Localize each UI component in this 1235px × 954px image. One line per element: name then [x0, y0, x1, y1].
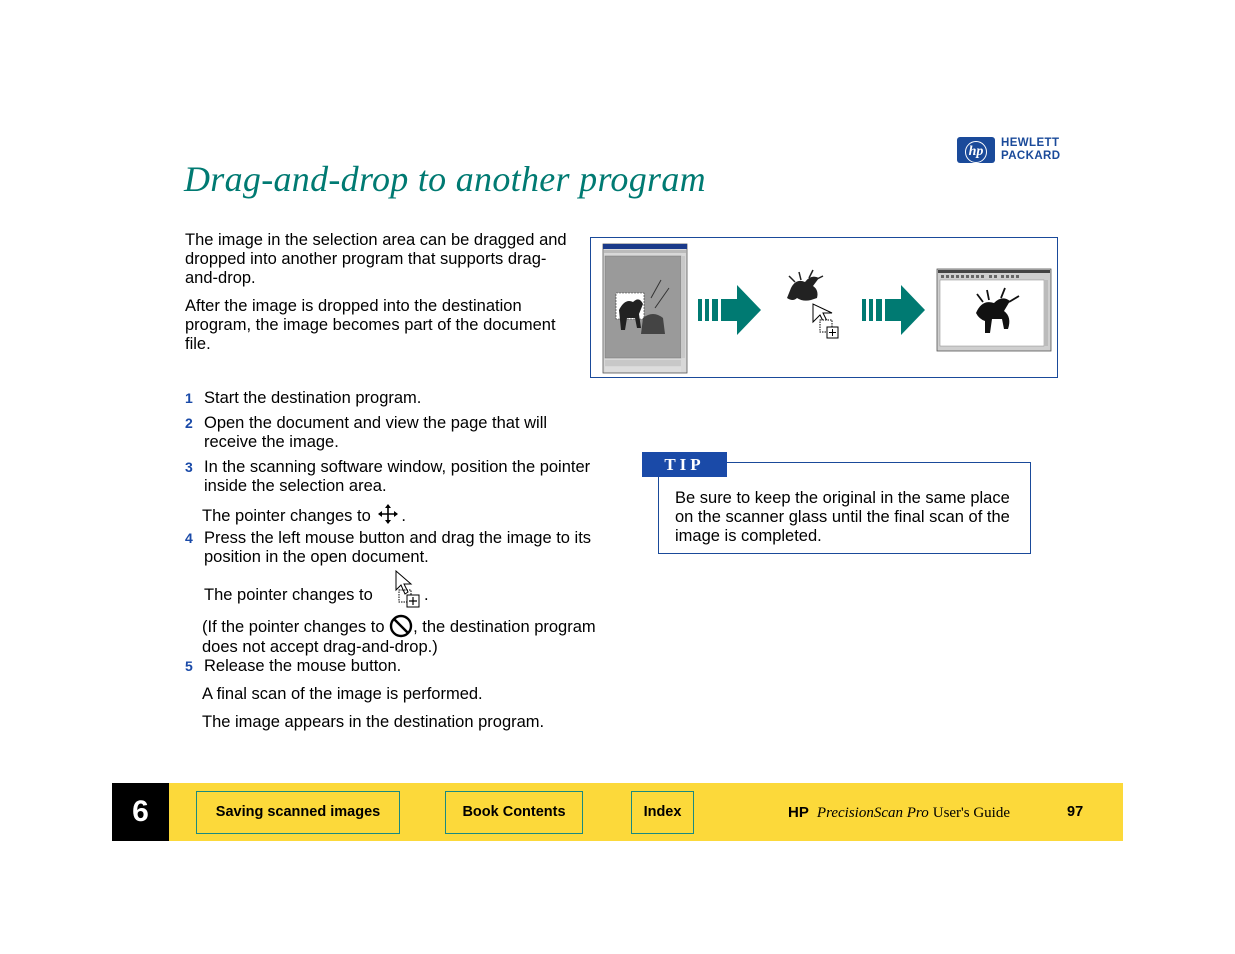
page-title: Drag-and-drop to another program — [184, 159, 706, 199]
step-text: In the scanning software window, position the pointer inside the selection area. — [204, 458, 591, 495]
scanning-window-illustration — [603, 244, 687, 373]
step-text: Open the document and view the page that will receive the image. — [204, 414, 548, 451]
step-text: Press the left mouse button and drag the image to its position in the open document. — [204, 529, 592, 566]
hewlett-packard-logo — [957, 137, 1082, 163]
step-5 — [185, 657, 605, 677]
logo-line1: HEWLETT — [1001, 137, 1060, 149]
drag-drop-illustration — [590, 237, 1058, 378]
step-number: 5 — [185, 658, 193, 674]
guide-title — [788, 804, 1010, 822]
image-appears-note: The image appears in the destination program. — [202, 713, 545, 731]
step-number: 4 — [185, 530, 193, 546]
step-text: Start the destination program. — [204, 389, 422, 407]
guide-users-guide: User's Guide — [932, 805, 1011, 821]
page-number: 97 — [1067, 804, 1084, 820]
tip-text: Be sure to keep the original in the same place on the scanner glass until the final scan of the image is completed. — [675, 489, 1010, 545]
logo-text — [1001, 137, 1060, 163]
chapter-number: 6 — [112, 783, 169, 841]
step-number: 1 — [185, 390, 193, 406]
intro-paragraph-1: The image in the selection area can be dragged and dropped into another program that supports drag-and-drop. — [185, 231, 567, 287]
drop-pointer-icon — [393, 570, 423, 608]
no-drop-note: (If the pointer changes to , the destination program does not accept drag-and-drop.) — [202, 614, 602, 657]
pointer-drop-note: The pointer changes to — [204, 586, 373, 604]
step-3 — [185, 458, 605, 498]
guide-product: PrecisionScan Pro — [816, 805, 929, 821]
step-2 — [185, 414, 605, 454]
move-pointer-icon — [377, 504, 399, 524]
step-text: Release the mouse button. — [204, 657, 402, 675]
index-button[interactable]: Index — [631, 791, 694, 834]
guide-hp: HP — [788, 804, 809, 821]
pointer-move-note: The pointer changes to . — [202, 504, 406, 526]
tip-label: TIP — [642, 452, 727, 477]
intro-paragraph-2: After the image is dropped into the destination program, the image becomes part of the document file. — [185, 297, 556, 353]
dragging-moose-illustration — [787, 270, 838, 338]
final-scan-note: A final scan of the image is performed. — [202, 685, 483, 703]
right-arrow-icon — [698, 285, 761, 335]
illustration-svg — [591, 238, 1056, 376]
book-contents-button[interactable]: Book Contents — [445, 791, 583, 834]
step-number: 2 — [185, 415, 193, 431]
step-1 — [185, 389, 605, 409]
right-arrow-icon — [862, 285, 925, 335]
saving-scanned-images-button[interactable]: Saving scanned images — [196, 791, 400, 834]
hp-logo-icon: hp — [957, 137, 995, 163]
step-number: 3 — [185, 459, 193, 475]
logo-line2: PACKARD — [1001, 150, 1061, 162]
footer-nav-bar — [169, 783, 1123, 841]
no-drop-icon — [389, 614, 413, 638]
destination-window-illustration — [937, 269, 1051, 351]
pointer-drop-suffix: . — [424, 586, 429, 604]
step-4 — [185, 529, 605, 569]
